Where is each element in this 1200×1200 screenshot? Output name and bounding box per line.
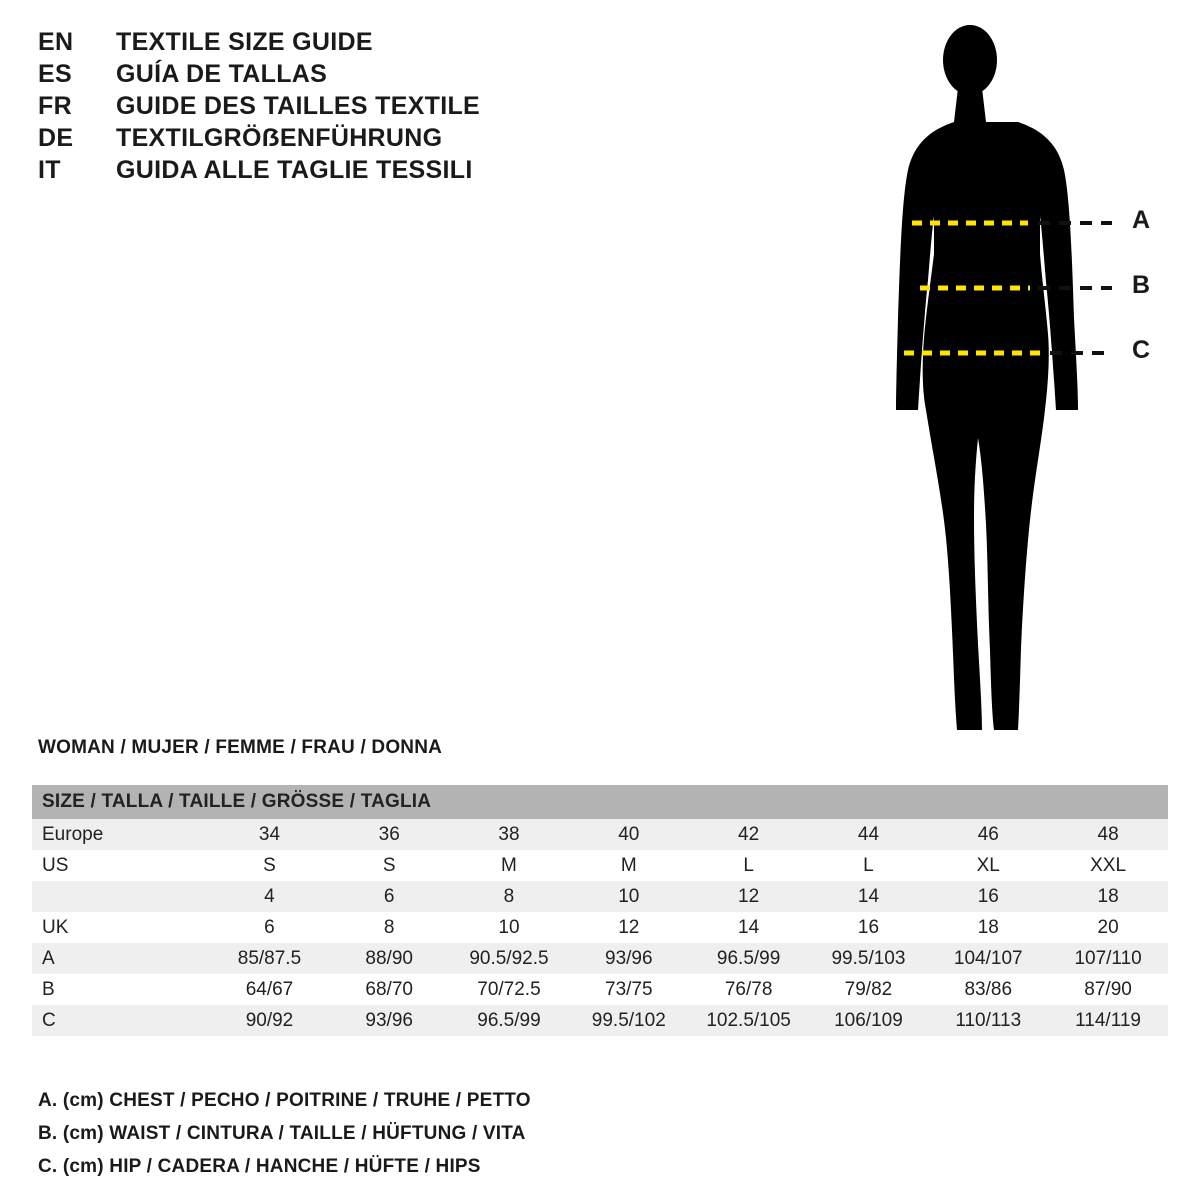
title-lang-code: EN (38, 28, 74, 56)
row-label (32, 881, 210, 912)
cell: M (620, 854, 637, 876)
marker-label-c: C (1132, 336, 1151, 364)
cell: 16 (977, 885, 999, 907)
table-row (32, 912, 1168, 943)
marker-label-b: B (1132, 271, 1151, 299)
title-text: GUÍA DE TALLAS (116, 60, 328, 88)
cell: 99.5/102 (591, 1009, 666, 1031)
footnote-b: B. (cm) WAIST / CINTURA / TAILLE / HÜFTUNG / VITA (38, 1123, 526, 1144)
body-figure (860, 18, 1180, 738)
row-label: UK (42, 916, 69, 938)
cell: 70/72.5 (477, 978, 541, 1000)
cell: 20 (1097, 916, 1119, 938)
cell: 42 (738, 823, 760, 845)
cell: 88/90 (365, 947, 413, 969)
title-lang-code: FR (38, 92, 72, 120)
cell: 8 (383, 916, 395, 938)
cell: 102.5/105 (706, 1009, 791, 1031)
marker-label-a: A (1132, 206, 1151, 234)
title-lang-code: IT (38, 156, 61, 184)
cell: 12 (618, 916, 640, 938)
cell: 48 (1097, 823, 1119, 845)
cell: 76/78 (724, 978, 773, 1000)
row-label: Europe (42, 823, 104, 845)
title-row (38, 156, 658, 185)
cell: S (382, 854, 396, 876)
cell: 36 (378, 823, 400, 845)
title-lang-code: ES (38, 60, 72, 88)
cell: 6 (264, 916, 275, 938)
cell: 10 (618, 885, 640, 907)
cell: L (743, 854, 754, 876)
cell: 73/75 (605, 978, 653, 1000)
table-header-label: SIZE / TALLA / TAILLE / GRÖSSE / TAGLIA (32, 785, 1168, 819)
cell: 18 (1097, 885, 1119, 907)
cell: 10 (498, 916, 520, 938)
footnote-a: A. (cm) CHEST / PECHO / POITRINE / TRUHE / PETTO (38, 1090, 531, 1111)
section-heading: WOMAN / MUJER / FEMME / FRAU / DONNA (38, 737, 443, 758)
cell: 68/70 (365, 978, 413, 1000)
title-block (38, 28, 658, 188)
table-row (32, 881, 1168, 912)
row-label: B (42, 978, 55, 1000)
title-text: GUIDA ALLE TAGLIE TESSILI (116, 156, 473, 184)
table-row (32, 943, 1168, 974)
title-row (38, 28, 658, 57)
cell: S (263, 854, 276, 876)
cell: 34 (258, 823, 281, 845)
footnote-c: C. (cm) HIP / CADERA / HANCHE / HÜFTE / HIPS (38, 1156, 481, 1177)
table-row (32, 819, 1168, 850)
cell: 110/113 (955, 1009, 1022, 1031)
size-table (32, 785, 1168, 1036)
cell: 38 (498, 823, 520, 845)
row-label: US (42, 854, 69, 876)
title-text: GUIDE DES TAILLES TEXTILE (116, 92, 481, 120)
cell: XXL (1090, 854, 1127, 876)
cell: M (501, 854, 517, 876)
title-text: TEXTILGRÖẞENFÜHRUNG (116, 124, 443, 152)
cell: XL (976, 854, 1000, 876)
cell: 18 (977, 916, 999, 938)
cell: 104/107 (953, 947, 1023, 969)
row-label: A (42, 947, 55, 969)
table-row (32, 850, 1168, 881)
cell: 107/110 (1074, 947, 1142, 969)
table-header-row (32, 785, 1168, 819)
title-lang-code: DE (38, 124, 74, 152)
title-row (38, 124, 658, 153)
cell: 87/90 (1084, 978, 1132, 1000)
title-row (38, 92, 658, 121)
cell: 79/82 (844, 978, 893, 1000)
cell: 8 (503, 885, 515, 907)
cell: 44 (857, 823, 880, 845)
cell: 4 (264, 885, 275, 907)
cell: 96.5/99 (477, 1009, 541, 1031)
title-row (38, 60, 658, 89)
cell: 93/96 (365, 1009, 413, 1031)
cell: 90.5/92.5 (469, 947, 549, 969)
cell: 12 (738, 885, 760, 907)
cell: 85/87.5 (237, 947, 302, 969)
cell: 114/119 (1075, 1009, 1142, 1031)
cell: 90/92 (245, 1009, 294, 1031)
footnotes (38, 1090, 838, 1189)
cell: L (863, 854, 874, 876)
cell: 96.5/99 (716, 947, 781, 969)
title-text: TEXTILE SIZE GUIDE (116, 28, 373, 56)
cell: 106/109 (834, 1009, 903, 1031)
cell: 14 (857, 885, 880, 907)
table-row (32, 1005, 1168, 1036)
cell: 40 (618, 823, 640, 845)
cell: 64/67 (245, 978, 294, 1000)
row-label: C (42, 1009, 56, 1031)
female-silhouette-icon (860, 18, 1180, 738)
cell: 16 (857, 916, 880, 938)
cell: 99.5/103 (831, 947, 906, 969)
cell: 93/96 (605, 947, 653, 969)
cell: 6 (383, 885, 395, 907)
cell: 83/86 (964, 978, 1013, 1000)
table-row (32, 974, 1168, 1005)
cell: 46 (977, 823, 999, 845)
cell: 14 (738, 916, 760, 938)
